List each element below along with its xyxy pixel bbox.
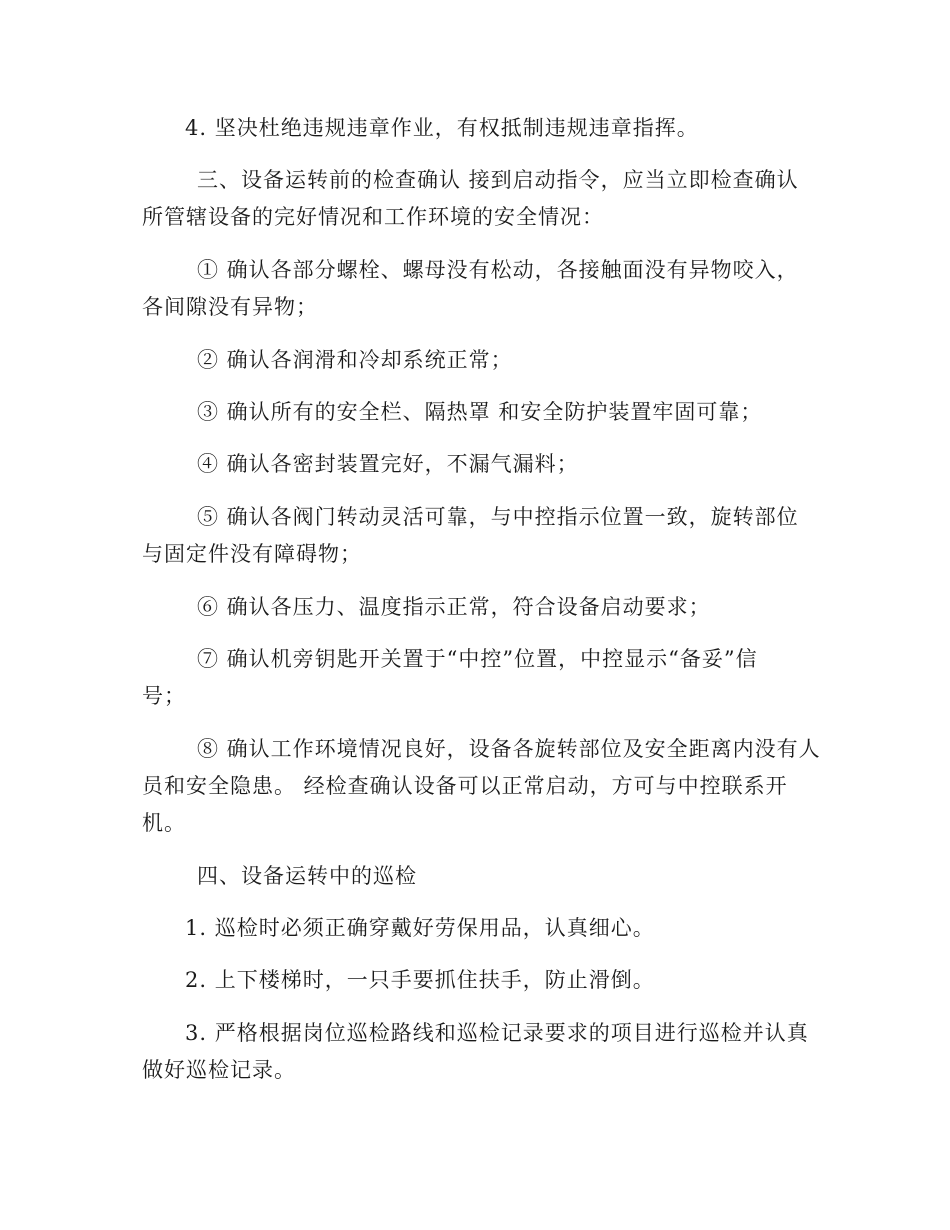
patrol-item-2-line: 2. 上下楼梯时，一只手要抓住扶手，防止滑倒。 [185,968,655,992]
check-item-8-cont-2: 机。 [142,811,186,835]
section-4-heading: 四、设备运转中的巡检 [197,864,417,888]
patrol-item-3-line: 3. 严格根据岗位巡检路线和巡检记录要求的项目进行巡检并认真 [185,1021,809,1045]
check-item-4-line: ④ 确认各密封装置完好，不漏气漏料； [197,452,579,476]
check-item-8-cont: 员和安全隐患。 经检查确认设备可以正常启动，方可与中控联系开 [142,774,788,798]
check-item-1-cont: 各间隙没有异物； [142,295,318,319]
patrol-item-1-line: 1. 巡检时必须正确穿戴好劳保用品，认真细心。 [185,916,655,940]
section-3-heading-line: 三、设备运转前的检查确认 接到启动指令，应当立即检查确认 [197,168,799,192]
check-item-2-line: ② 确认各润滑和冷却系统正常； [197,348,513,372]
check-item-8-line: ⑧ 确认工作环境情况良好，设备各旋转部位及安全距离内没有人 [197,737,821,761]
check-item-7-cont: 号； [142,684,186,708]
check-item-7-line: ⑦ 确认机旁钥匙开关置于“中控”位置，中控显示“备妥”信 [197,647,758,671]
section-3-heading-cont: 所管辖设备的完好情况和工作环境的安全情况： [142,205,604,229]
check-item-3-line: ③ 确认所有的安全栏、隔热罩 和安全防护装置牢固可靠； [197,400,763,424]
check-item-5-cont: 与固定件没有障碍物； [142,542,362,566]
check-item-1-line: ① 确认各部分螺栓、螺母没有松动，各接触面没有异物咬入， [197,258,799,282]
item-4-line: 4. 坚决杜绝违规违章作业，有权抵制违规违章指挥。 [185,116,699,140]
check-item-5-line: ⑤ 确认各阀门转动灵活可靠，与中控指示位置一致，旋转部位 [197,505,799,529]
check-item-6-line: ⑥ 确认各压力、温度指示正常，符合设备启动要求； [197,595,711,619]
patrol-item-3-cont: 做好巡检记录。 [142,1058,296,1082]
